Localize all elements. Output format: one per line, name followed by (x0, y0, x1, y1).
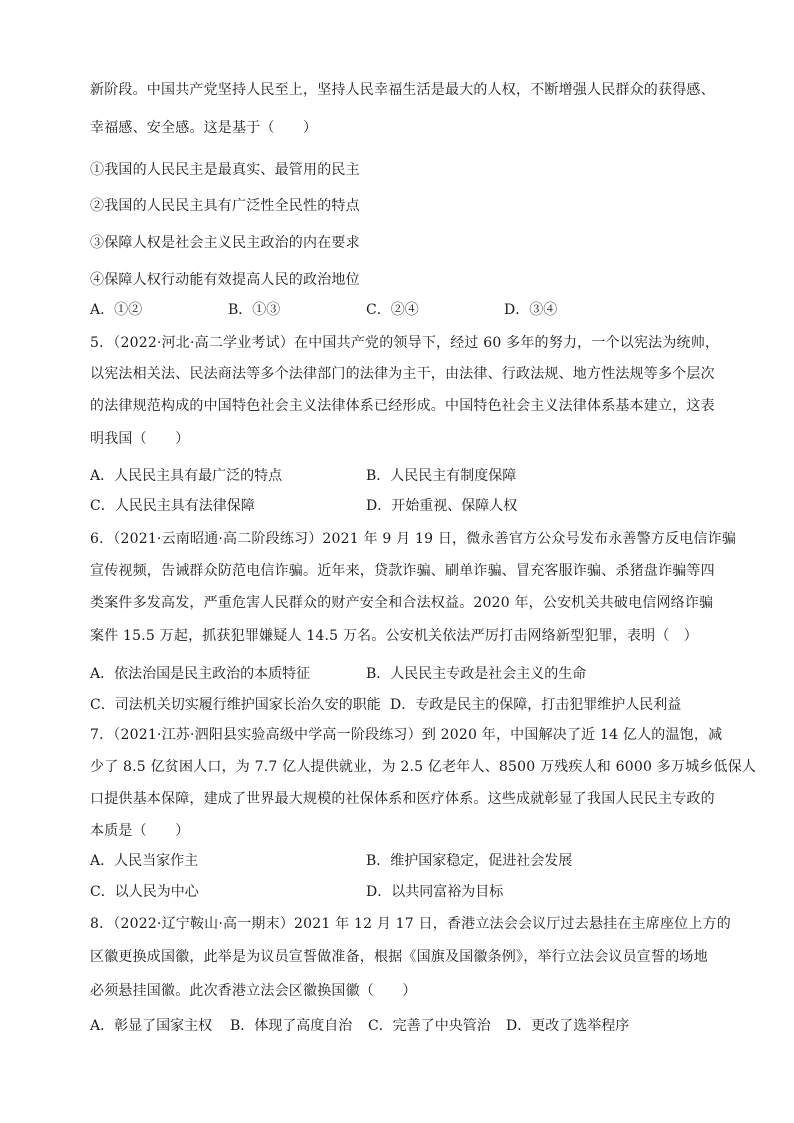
q4-statement-4: ④保障人权行动能有效提高人民的政治地位 (90, 272, 360, 288)
q4-option-b[interactable]: B．①③ (228, 302, 281, 318)
q5-option-d[interactable]: D．开始重视、保障人权 (366, 498, 518, 514)
q6-option-c[interactable]: C．司法机关切实履行维护国家长治久安的职能 (90, 697, 381, 713)
q8-option-d[interactable]: D．更改了选举程序 (506, 1018, 630, 1034)
q8-stem-line-1: 8．（2022·辽宁鞍山·高一期末）2021 年 12 月 17 日，香港立法会会议厅过去悬挂在主席座位上方的 (90, 916, 731, 932)
q5-stem-line-3: 的法律规范构成的中国特色社会主义法律体系已经形成。中国特色社会主义法律体系基本建立，这表 (90, 398, 715, 414)
q5-option-c[interactable]: C．人民民主具有法律保障 (90, 498, 255, 514)
q6-option-d[interactable]: D．专政是民主的保障，打击犯罪维护人民利益 (390, 697, 682, 713)
q7-stem-line-3: 口提供基本保障，建成了世界最大规模的社保体系和医疗体系。这些成就彰显了我国人民民主专政的 (90, 791, 715, 807)
q8-option-a[interactable]: A．彰显了国家主权 (90, 1018, 213, 1034)
q6-stem-line-4: 案件 15.5 万起，抓获犯罪嫌疑人 14.5 万名。公安机关依法严厉打击网络新型犯罪，表明（ ） (90, 628, 698, 644)
q7-option-c[interactable]: C．以人民为中心 (90, 884, 199, 900)
q5-options-row-2 (90, 496, 710, 516)
q7-options-row-2 (90, 882, 710, 902)
q7-stem-line-2: 少了 8.5 亿贫困人口，为 7.7 亿人提供就业，为 2.5 亿老年人、8500 万残疾人和 6000 多万城乡低保人 (90, 759, 757, 775)
q7-option-a[interactable]: A．人民当家作主 (90, 853, 199, 869)
q5-option-a[interactable]: A．人民民主具有最广泛的特点 (90, 468, 283, 484)
q5-stem-line-2: 以宪法相关法、民法商法等多个法律部门的法律为主干，由法律、行政法规、地方性法规等多个层次 (90, 366, 715, 382)
q4-option-d[interactable]: D．③④ (504, 302, 558, 318)
q7-options-row-1 (90, 851, 710, 871)
q4-stem-line-1: 新阶段。中国共产党坚持人民至上，坚持人民幸福生活是最大的人权，不断增强人民群众的获得感、 (90, 82, 715, 98)
q8-options (90, 1016, 710, 1036)
q7-stem-line-1: 7．（2021·江苏·泗阳县实验高级中学高一阶段练习）到 2020 年，中国解决了近 14 亿人的温饱，减 (90, 727, 723, 743)
q5-stem-line-1: 5．（2022·河北·高二学业考试）在中国共产党的领导下，经过 60 多年的努力，一个以宪法为统帅， (90, 335, 720, 351)
q4-statement-3: ③保障人权是社会主义民主政治的内在要求 (90, 235, 360, 251)
q6-options-row-2 (90, 695, 710, 715)
q6-stem-line-3: 类案件多发高发，严重危害人民群众的财产安全和合法权益。2020 年，公安机关共破电信网络诈骗 (90, 595, 714, 611)
q7-stem-line-4: 本质是（ ） (90, 823, 190, 839)
q8-stem-line-2: 区徽更换成国徽，此举是为议员宣誓做准备，根据《国旗及国徽条例》，举行立法会议员宣誓的场地 (90, 949, 708, 965)
q5-option-b[interactable]: B．人民民主有制度保障 (366, 468, 517, 484)
q8-stem-line-3: 必须悬挂国徽。此次香港立法会区徽换国徽（ ） (90, 983, 417, 999)
q6-stem-line-2: 宣传视频，告诫群众防范电信诈骗。近年来，贷款诈骗、刷单诈骗、冒充客服诈骗、杀猪盘诈骗等四 (90, 563, 715, 579)
q7-option-d[interactable]: D．以共同富裕为目标 (366, 884, 504, 900)
q7-option-b[interactable]: B．维护国家稳定，促进社会发展 (366, 853, 573, 869)
q5-options-row-1 (90, 466, 710, 486)
q5-stem-line-4: 明我国（ ） (90, 431, 190, 447)
q4-options (90, 300, 710, 320)
q6-option-b[interactable]: B．人民民主专政是社会主义的生命 (366, 666, 587, 682)
q4-statement-1: ①我国的人民民主是最真实、最管用的民主 (90, 162, 360, 178)
q8-option-c[interactable]: C．完善了中央管治 (368, 1018, 491, 1034)
q6-stem-line-1: 6．（2021·云南昭通·高二阶段练习）2021 年 9 月 19 日，微永善官方公众号发布永善警方反电信诈骗 (90, 531, 737, 547)
q4-stem-line-2: 幸福感、安全感。这是基于（ ） (90, 120, 318, 136)
q4-option-a[interactable]: A．①② (90, 302, 143, 318)
q4-statement-2: ②我国的人民民主具有广泛性全民性的特点 (90, 198, 360, 214)
q6-options-row-1 (90, 664, 710, 684)
q8-option-b[interactable]: B．体现了高度自治 (230, 1018, 353, 1034)
q6-option-a[interactable]: A．依法治国是民主政治的本质特征 (90, 666, 311, 682)
q4-option-c[interactable]: C．②④ (366, 302, 419, 318)
